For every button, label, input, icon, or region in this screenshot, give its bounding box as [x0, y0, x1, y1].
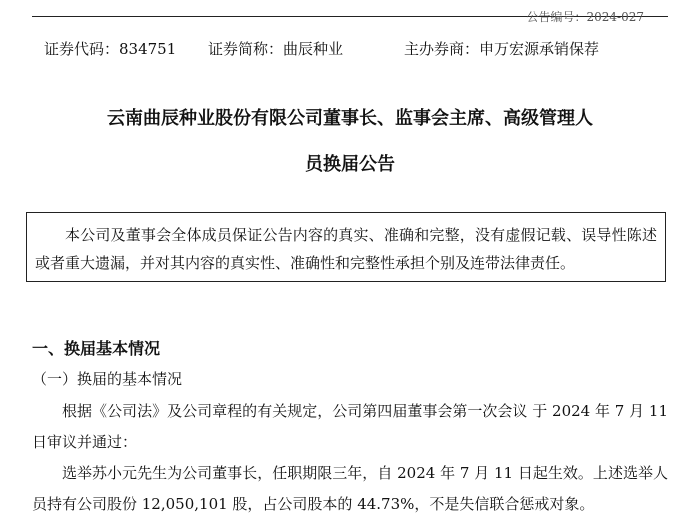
document-title-line2: 员换届公告 [305, 154, 395, 175]
stock-code: 证券代码：834751 [44, 40, 177, 58]
document-title-line1: 云南曲辰种业股份有限公司董事长、监事会主席、高级管理人 [107, 108, 593, 129]
header-rule [32, 10, 668, 24]
paragraph-resolution: 根据《公司法》及公司章程的有关规定，公司第四届董事会第一次会议 于 2024 年 7 月 11 日审议并通过： [32, 402, 668, 451]
stock-abbreviation: 证券简称：曲辰种业 [208, 40, 344, 58]
disclaimer-text: 本公司及董事会全体成员保证公告内容的真实、准确和完整，没有虚假记载、误导性陈述或者重大遗漏，并对其内容的真实性、准确性和完整性承担个别及连带法律责任。 [35, 226, 657, 272]
disclaimer-box [26, 212, 666, 282]
announcement-number: 公告编号：2024-027 [526, 10, 644, 24]
sponsor-broker: 主办券商：申万宏源承销保荐 [404, 40, 600, 58]
paragraph-election: 选举苏小元先生为公司董事长，任职期限三年，自 2024 年 7 月 11 日起生效。上述选举人员持有公司股份 12,050,101 股，占公司股本的 44.73%，不是失信联合惩戒对象。 [32, 464, 668, 513]
subsection-heading: （一）换届的基本情况 [32, 370, 183, 388]
stock-info-row [44, 38, 680, 59]
section-heading: 一、换届基本情况 [32, 339, 161, 358]
